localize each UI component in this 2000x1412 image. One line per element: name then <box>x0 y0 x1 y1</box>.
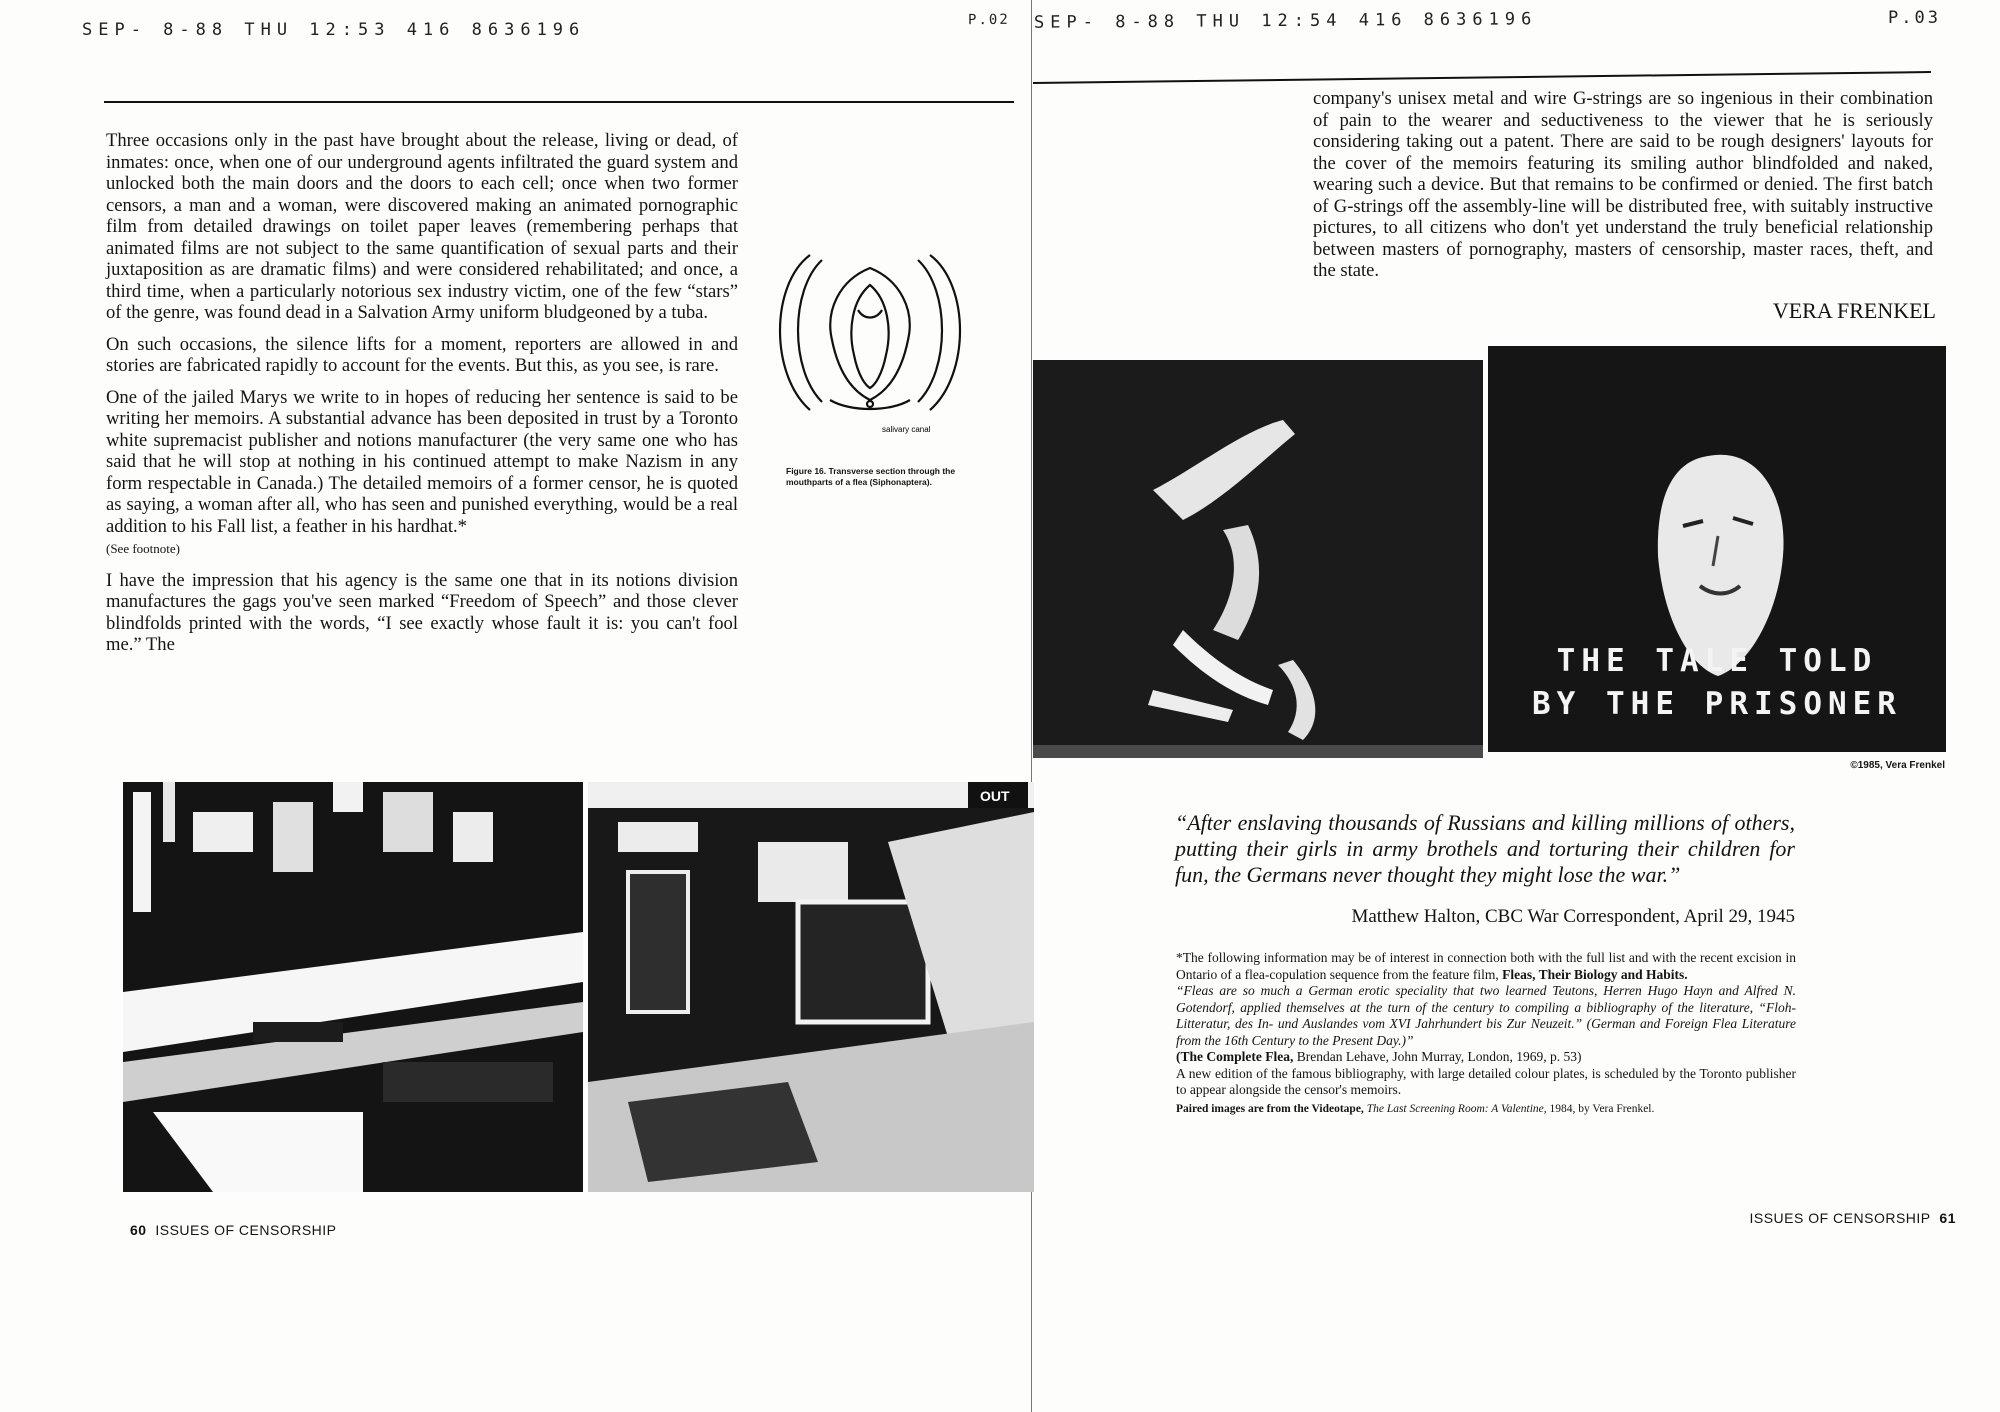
footnote-ref: (See footnote) <box>106 541 181 556</box>
right-page-body <box>1313 88 1933 282</box>
article-author: VERA FRENKEL <box>1772 298 1936 323</box>
fax-page-number: P.03 <box>1888 8 1941 28</box>
photo-sign: OUT <box>980 788 1010 804</box>
continued-paragraph: company's unisex metal and wire G-strings are so ingenious in their combination of pain to the wearer and seductiveness to the viewer that he is seriously considering taking out a patent. There are said to be rough designers' layouts for the cover of the memoirs featuring its smiling author blindfolded and naked, wearing such a device. But that remains to be confirmed or denied. The first batch of G-strings off the assembly-line will be distributed free, with suitably instructive pictures, to all citizens who don't yet understand the truly beneficial relationship between masters of pornography, masters of censorship, master races, theft, and the state. <box>1313 88 1933 281</box>
footnote-new-edition: A new edition of the famous bibliography, with large detailed colour plates, is scheduled by the Toronto publisher to appear alongside the censor's memoirs. <box>1176 1065 1796 1097</box>
fax-header-fragment: P.02 <box>967 11 1010 29</box>
video-text-line1: THE TALE TOLD <box>1556 643 1878 679</box>
right-folio-number: 61 <box>1939 1210 1956 1226</box>
left-folio-number: 60 <box>130 1222 147 1238</box>
fax-header-left: SEP- 8-88 THU 12:53 416 8636196 <box>82 20 586 40</box>
paragraph-1: Three occasions only in the past have brought about the release, living or dead, of inmates: once, when one of our underground agents infiltrated the guard system and unlocked both the main doors and the doors to each cell; once when two former censors, a man and a woman, were discovered making an animated pornographic film from detailed drawings on toilet paper leaves (remembering perhaps that animated films are not subject to the same quantification of sexual parts and their juxtaposition as are dramatic films) and were considered rehabilitated; and once, a third time, when a particularly notorious sex industry victim, one of the few “stars” of the genre, was found dead in a Salvation Army uniform bludgeoned by a tuba. <box>106 130 738 323</box>
paragraph-3: One of the jailed Marys we write to in hopes of reducing her sentence is said to be writing her memoirs. A substantial advance has been deposited in trust by a Toronto white supremacist publisher and notions manufacturer (the very same one who has said that he will stop at nothing in his continued attempt to make Nazism in any form respectable in Canada.) The detailed memoirs of a former censor, he is quoted as saying, a woman after all, who has seen and punished everything, would be a real addition to his Fall list, a feather in his hardhat.* <box>106 386 738 537</box>
paired-images-suffix: 1984, by Vera Frenkel. <box>1549 1102 1655 1115</box>
left-folio-title: ISSUES OF CENSORSHIP <box>155 1222 337 1238</box>
footnote-block <box>1176 950 1796 1116</box>
right-page-rule <box>1033 71 1931 84</box>
fax-header-right: SEP- 8-88 THU 12:54 416 8636196 <box>1033 9 1538 33</box>
footnote-quotation: “Fleas are so much a German erotic speciality that two learned Teutons, Herren Hugo Hayn and Alfred N. Gotendorf, applied themselves at the turn of the century to compiling a bibliography of the literature, “Floh-Litteratur, des In- und Auslandes vom XVI Jahrhundert bis Zur Neuzeit.” (German and Foreign Flea Literature from the 16th Century to the Present Day.)” <box>1176 983 1796 1048</box>
quote-attribution: Matthew Halton, CBC War Correspondent, April 29, 1945 <box>1351 906 1795 927</box>
figure-label: salivary canal <box>882 425 931 434</box>
footnote-source-details: Brendan Lehave, John Murray, London, 1969, p. 53) <box>1296 1049 1582 1064</box>
paragraph-2: On such occasions, the silence lifts for a moment, reporters are allowed in and stories are fabricated rapidly to account for the events. But this, as you see, is rare. <box>106 333 738 376</box>
footnote-film-title: Fleas, Their Biology and Habits. <box>1502 966 1688 982</box>
flea-mouthparts-figure <box>770 250 970 440</box>
figure-caption: Figure 16. Transverse section through the mouthparts of a flea (Siphonaptera). <box>786 466 956 487</box>
left-page-body <box>106 130 738 666</box>
left-page-rule <box>104 101 1014 103</box>
footnote-source-title: (The Complete Flea, <box>1176 1049 1294 1064</box>
left-photo-street <box>588 782 1034 1192</box>
video-text-line2: BY THE PRISONER <box>1532 686 1902 722</box>
video-still-left <box>1033 360 1483 758</box>
paired-images-prefix: Paired images are from the Videotape, <box>1176 1102 1364 1115</box>
photo-credit: ©1985, Vera Frenkel <box>1850 760 1945 771</box>
right-folio-title: ISSUES OF CENSORSHIP <box>1749 1210 1931 1226</box>
page-spine <box>1031 0 1032 1412</box>
left-photo-building <box>123 782 583 1192</box>
footnote-intro: *The following information may be of interest in connection both with the full list and with the recent excision in Ontario of a flea-copulation sequence from the feature film, <box>1176 950 1796 982</box>
video-still-right <box>1488 346 1946 752</box>
paragraph-4: I have the impression that his agency is the same one that in its notions division manufactures the gags you've seen marked “Freedom of Speech” and those clever blindfolds printed with the words, “I see exactly whose fault it is: you can't fool me.” The <box>106 569 738 655</box>
paired-images-title: The Last Screening Room: A Valentine, <box>1366 1102 1547 1115</box>
war-quote: “After enslaving thousands of Russians and killing millions of others, putting their girls in army brothels and torturing their children for fun, the Germans never thought they might lose the war.” <box>1175 810 1795 887</box>
